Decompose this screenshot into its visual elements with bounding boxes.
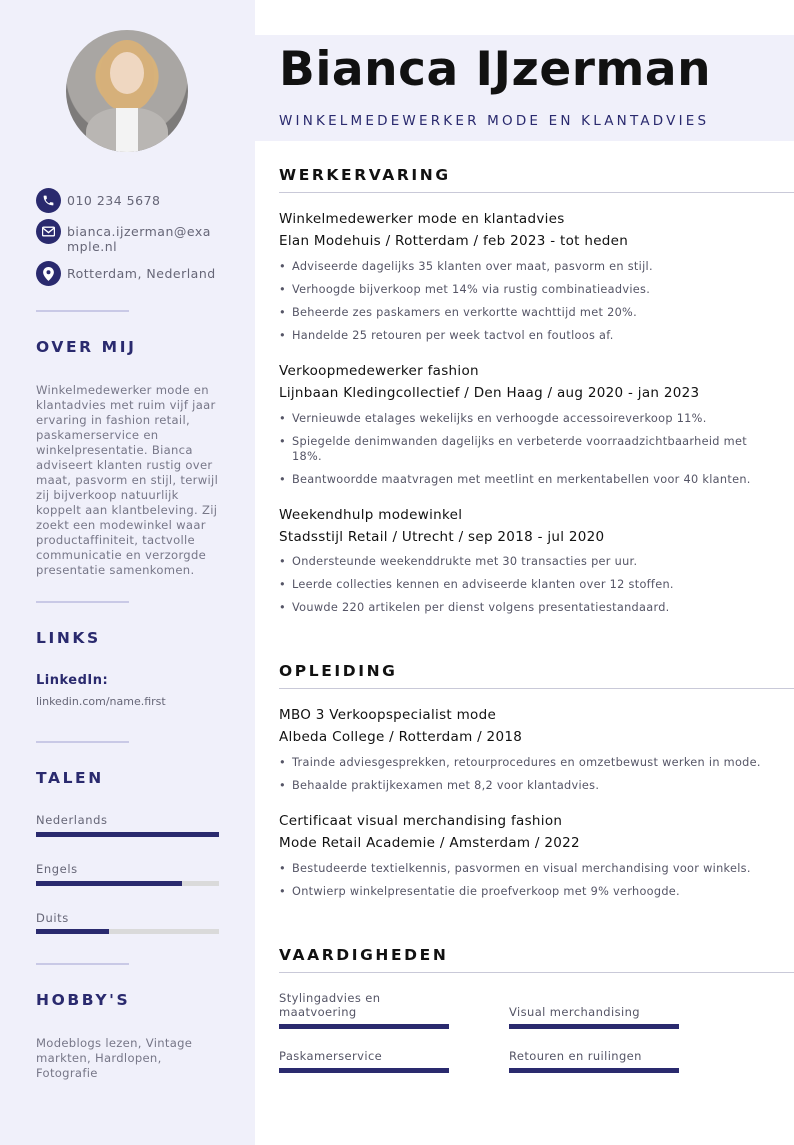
list-item: • Beheerde zes paskamers en verkortte wachttijd met 20%. — [279, 305, 779, 320]
mail-icon — [36, 219, 61, 244]
education-title: Certificaat visual merchandising fashion — [279, 813, 563, 829]
job-meta: Lijnbaan Kledingcollectief / Den Haag / aug 2020 - jan 2023 — [279, 385, 700, 401]
list-item: • Leerde collecties kennen en adviseerde klanten over 12 stoffen. — [279, 577, 779, 592]
language-name: Nederlands — [36, 813, 108, 827]
list-item: • Trainde adviesgesprekken, retourprocedures en omzetbewust werken in mode. — [279, 755, 779, 770]
list-item: • Verhoogde bijverkoop met 14% via rustig combinatieadvies. — [279, 282, 779, 297]
person-name: Bianca IJzerman — [279, 42, 712, 97]
contact-phone — [36, 188, 217, 213]
job-title: Verkoopmedewerker fashion — [279, 363, 479, 379]
about-heading: OVER MIJ — [36, 338, 137, 356]
list-item: • Spiegelde denimwanden dagelijks en verbeterde voorraadzichtbaarheid met 18%. — [279, 434, 779, 464]
contact-email — [36, 219, 217, 254]
list-item: • Bestudeerde textielkennis, pasvormen en visual merchandising voor winkels. — [279, 861, 779, 876]
hobbies-heading: HOBBY'S — [36, 991, 131, 1009]
section-rule — [279, 972, 794, 973]
language-level-bar — [36, 929, 219, 934]
phone-text[interactable]: 010 234 5678 — [67, 193, 161, 208]
language-level-bar — [36, 832, 219, 837]
skill-name: Visual merchandising — [509, 1005, 640, 1019]
about-text: Winkelmedewerker mode en klantadvies met ruim vijf jaar ervaring in fashion retail, paskamerservice en winkelpresentatie. Bianca adviseert klanten rustig over maat, pasvorm en stijl, terwijl zij bijverkoop natuurlijk koppelt aan klantbeleving. Zij zoekt een modewinkel waar productaffiniteit, tactvolle communicatie en verzorgde presentatie samenkomen. — [36, 383, 219, 577]
skill-name: Retouren en ruilingen — [509, 1049, 642, 1063]
divider — [36, 741, 129, 743]
skill-bar — [279, 1068, 449, 1073]
skill-bar — [279, 1024, 449, 1029]
profile-photo — [66, 30, 188, 152]
job-bullets — [279, 411, 779, 495]
location-text: Rotterdam, Nederland — [67, 266, 216, 281]
language-level-bar — [36, 881, 219, 886]
list-item: • Ontwierp winkelpresentatie die proefverkoop met 9% verhoogde. — [279, 884, 779, 899]
list-item: • Handelde 25 retouren per week tactvol en foutloos af. — [279, 328, 779, 343]
list-item: • Beantwoordde maatvragen met meetlint en merkentabellen voor 40 klanten. — [279, 472, 779, 487]
skills-heading: VAARDIGHEDEN — [279, 946, 449, 964]
linkedin-link[interactable]: linkedin.com/name.first — [36, 695, 166, 708]
skill-bar — [509, 1024, 679, 1029]
education-meta: Mode Retail Academie / Amsterdam / 2022 — [279, 835, 580, 851]
section-rule — [279, 688, 794, 689]
job-bullets — [279, 259, 779, 351]
education-heading: OPLEIDING — [279, 662, 398, 680]
divider — [36, 310, 129, 312]
linkedin-label: LinkedIn: — [36, 673, 109, 688]
list-item: • Vernieuwde etalages wekelijks en verhoogde accessoireverkoop 11%. — [279, 411, 779, 426]
links-heading: LINKS — [36, 629, 101, 647]
hobbies-text: Modeblogs lezen, Vintage markten, Hardlopen, Fotografie — [36, 1036, 193, 1080]
education-meta: Albeda College / Rotterdam / 2018 — [279, 729, 523, 745]
education-title: MBO 3 Verkoopspecialist mode — [279, 707, 497, 723]
job-bullets — [279, 554, 779, 623]
job-meta: Stadsstijl Retail / Utrecht / sep 2018 - jul 2020 — [279, 529, 605, 545]
languages-heading: TALEN — [36, 769, 104, 787]
education-bullets — [279, 755, 779, 801]
skill-name: Paskamerservice — [279, 1049, 383, 1063]
job-meta: Elan Modehuis / Rotterdam / feb 2023 - tot heden — [279, 233, 629, 249]
skill-name: Stylingadvies en maatvoering — [279, 991, 381, 1019]
phone-icon — [36, 188, 61, 213]
list-item: • Ondersteunde weekenddrukte met 30 transacties per uur. — [279, 554, 779, 569]
language-name: Duits — [36, 911, 69, 925]
education-bullets — [279, 861, 779, 907]
divider — [36, 963, 129, 965]
contact-location — [36, 261, 217, 286]
job-title: Weekendhulp modewinkel — [279, 507, 463, 523]
language-name: Engels — [36, 862, 78, 876]
divider — [36, 601, 129, 603]
skill-bar — [509, 1068, 679, 1073]
email-text[interactable]: bianca.ijzerman@example.nl — [67, 224, 211, 254]
job-title: Winkelmedewerker mode en klantadvies — [279, 211, 565, 227]
list-item: • Vouwde 220 artikelen per dienst volgens presentatiestandaard. — [279, 600, 779, 615]
list-item: • Behaalde praktijkexamen met 8,2 voor klantadvies. — [279, 778, 779, 793]
location-pin-icon — [36, 261, 61, 286]
section-rule — [279, 192, 794, 193]
list-item: • Adviseerde dagelijks 35 klanten over maat, pasvorm en stijl. — [279, 259, 779, 274]
experience-heading: WERKERVARING — [279, 166, 451, 184]
job-subtitle: WINKELMEDEWERKER MODE EN KLANTADVIES — [279, 113, 710, 129]
